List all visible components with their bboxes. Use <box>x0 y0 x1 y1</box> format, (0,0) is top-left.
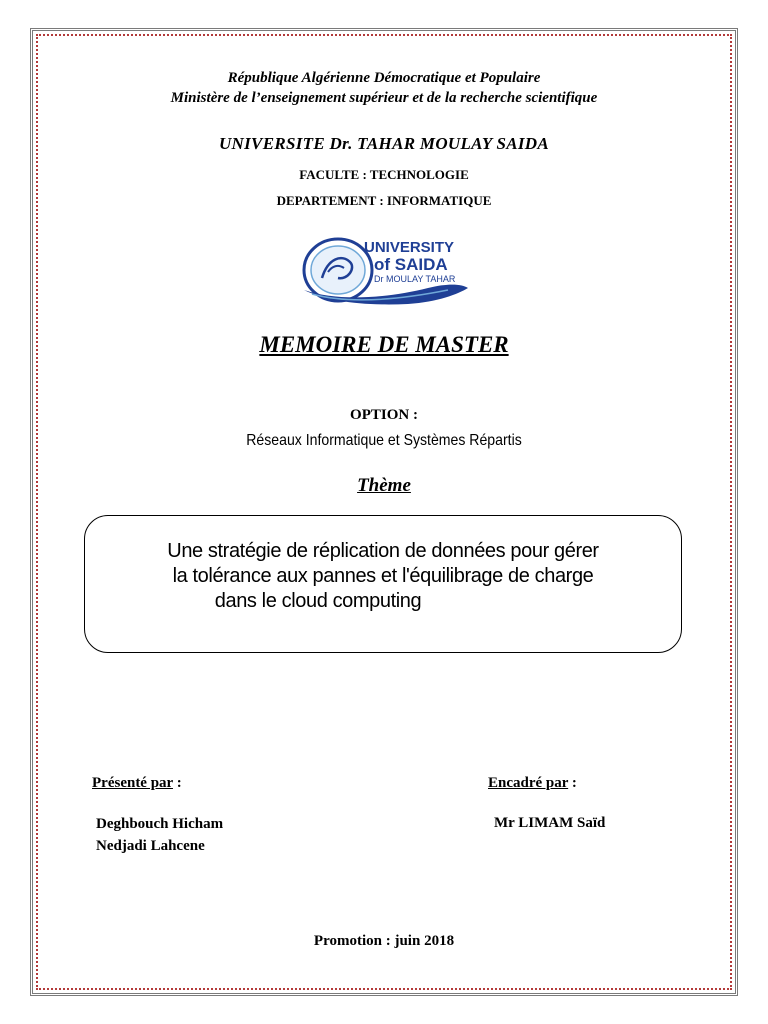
department-line: DEPARTEMENT : INFORMATIQUE <box>276 193 492 208</box>
theme-line: dans le cloud computing <box>214 590 422 612</box>
logo-text-university: UNIVERSITY <box>364 239 455 256</box>
ministry-line: Ministère de l’enseignement supérieur et de la recherche scientifique <box>170 90 598 106</box>
supervisor-name: Mr LIMAM Saïd <box>494 815 606 831</box>
author-name: Nedjadi Lahcene <box>96 838 205 854</box>
theme-title <box>100 539 666 614</box>
theme-label: Thème <box>357 475 411 496</box>
promotion-line: Promotion : juin 2018 <box>313 933 455 949</box>
supervised-by-label: Encadré par : <box>488 775 577 791</box>
document-title: MEMOIRE DE MASTER <box>259 332 509 357</box>
author-name: Deghbouch Hicham <box>96 816 224 832</box>
option-label: OPTION : <box>350 407 418 423</box>
theme-line: Une stratégie de réplication de données pour gérer <box>167 540 599 562</box>
university-name: UNIVERSITE Dr. TAHAR MOULAY SAIDA <box>218 134 549 153</box>
theme-line: la tolérance aux pannes et l'équilibrage de charge <box>172 565 594 587</box>
faculty-line: FACULTE : TECHNOLOGIE <box>299 167 469 182</box>
logo-text-moulay-tahar: Dr MOULAY TAHAR <box>374 274 456 284</box>
university-logo <box>298 232 470 306</box>
presented-by-label: Présenté par : <box>92 775 182 791</box>
option-value: Réseaux Informatique et Systèmes Répartis <box>246 432 522 449</box>
logo-text-saida: of SAIDA <box>374 255 448 274</box>
republic-line: République Algérienne Démocratique et Populaire <box>227 70 541 86</box>
